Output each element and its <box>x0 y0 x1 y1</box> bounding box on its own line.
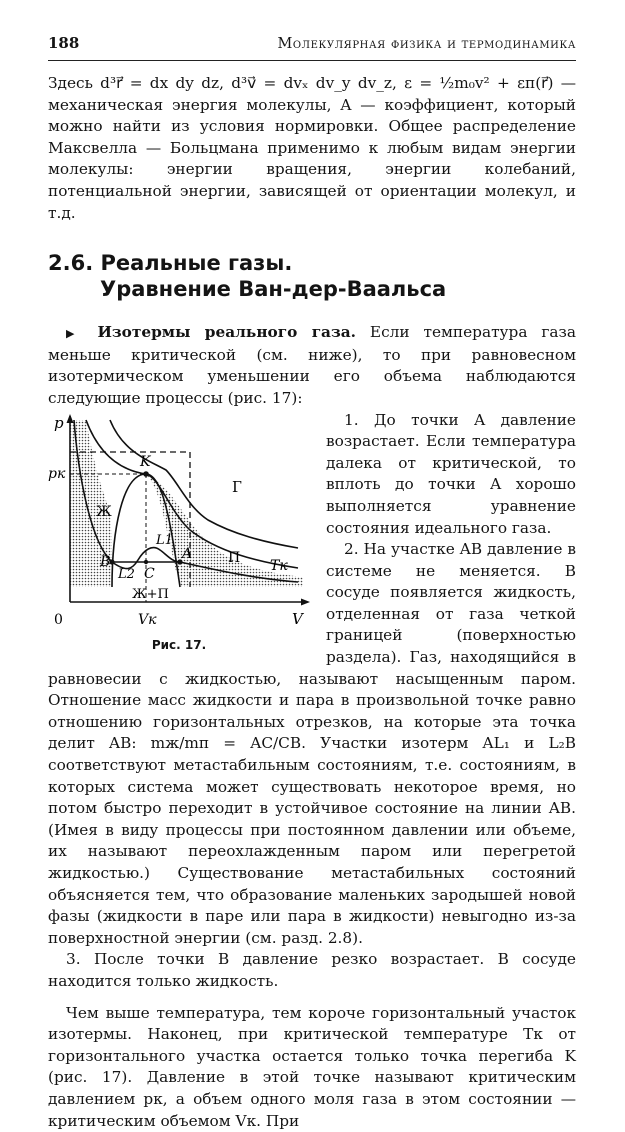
label-ZhP: Ж+П <box>132 586 169 602</box>
subsection-paragraph <box>48 322 576 409</box>
figure-17 <box>48 412 310 662</box>
isotherm-diagram <box>48 412 310 637</box>
label-G: Г <box>232 477 242 496</box>
label-p: p <box>54 413 64 432</box>
section-title-line1: Реальные газы. <box>100 251 293 276</box>
point-K <box>143 471 149 477</box>
running-header <box>48 34 576 61</box>
subsection-title: Изотермы реального газа. <box>97 323 356 342</box>
section-number: 2.6. <box>48 251 94 276</box>
label-B: B <box>100 553 111 570</box>
final-paragraph: Чем выше температура, тем короче горизонтальный участок изотермы. Наконец, при критической температуре Tк от горизонтального участка остается только точка перегиба K (рис. 17). Давление в этой точке называют критическим давлением pк, а объем одного моля газа в этом состоянии — критическим объемом Vк. При <box>48 1003 576 1130</box>
page-number: 188 <box>48 34 80 52</box>
subsection-lead: Если температура газа меньше критической (см. ниже), то при равновесном изотермическом уменьшении его объема наблюдаются следующие процессы (рис. 17): <box>48 323 576 407</box>
v-axis-arrow-icon <box>301 598 310 605</box>
intro-paragraph: Здесь d³r⃗ = dx dy dz, d³v⃗ = dvₓ dv_y dv_z, ε = ½m₀v² + εп(r⃗) — механическая энергия молекулы, A — коэффициент, который можно найти из условия нормировки. Общее распределение Максвелла — Больцмана применимо к любым видам энергии молекулы: энергии вращения, энергии колебаний, потенциальной энергии, зависящей от ориентации молекул, и т.д. <box>48 74 576 222</box>
label-V: V <box>292 609 303 628</box>
isotherm-high <box>110 420 298 548</box>
label-C: C <box>144 565 155 582</box>
label-vk: Vк <box>138 611 157 628</box>
page <box>48 34 576 1132</box>
label-L1: L1 <box>156 532 173 548</box>
label-A: A <box>182 545 193 562</box>
label-L2: L2 <box>118 566 135 582</box>
label-Zh: Ж <box>96 503 112 520</box>
label-origin: 0 <box>54 611 63 628</box>
p-axis-arrow-icon <box>67 414 74 423</box>
running-title: Молекулярная физика и термодинамика <box>277 36 576 52</box>
point-C <box>144 559 148 563</box>
section-title-line2: Уравнение Ван-дер-Ваальса <box>100 277 447 302</box>
figure-caption: Рис. 17. <box>151 637 207 652</box>
label-K: K <box>140 453 151 470</box>
label-pk: pк <box>48 465 66 482</box>
section-heading <box>48 250 576 302</box>
list-item-3: 3. После точки B давление резко возрастает. В сосуде находится только жидкость. <box>48 950 576 990</box>
label-Tk: Tк <box>270 557 288 574</box>
label-P: П <box>228 549 241 566</box>
triangle-marker-icon: ▶ <box>66 327 84 341</box>
list-item-2: 2. На участке AB давление в системе не меняется. В сосуде появляется жидкость, отделенная от газа четкой границей (поверхностью раздела). Газ, находящийся в равновесии с жидкостью, называют насыщенным паром. Отношение масс жидкости и пара в произвольной точке равно отношению горизонтальных отрезков, на которые эта точка делит AB: mж/mп = AC/CB. Участки изотерм AL₁ и L₂B соответствуют метастабильным состояниям, т.е. состояниям, в которых система может существовать некоторое время, но потом быстро переходит в устойчивое состояние на линии AB. (Имея в виду процессы при постоянном давлении или объеме, их называют переохлажденным паром или перегретой жидкостью.) Существование метастабильных состояний объясняется тем, что образование маленьких зародышей новой фазы (жидкости в паре или пара в жидкости) невыгодно из-за поверхностной энергии (см. разд. 2.8). <box>48 540 576 947</box>
list-item-1: 1. До точки A давление возрастает. Если температура далека от критической, то вплоть до точки A хорошо выполняется уравнение состояния идеального газа. <box>326 410 576 537</box>
